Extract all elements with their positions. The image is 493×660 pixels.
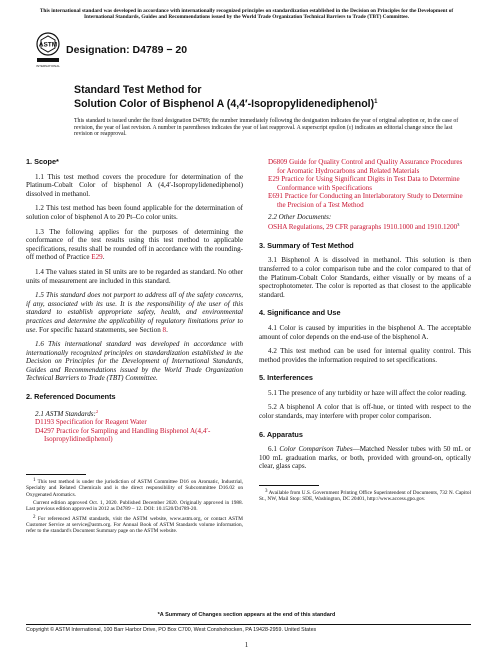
paragraph-1-5: 1.5 This standard does not purport to address all of the safety concerns, if any, associated with its use. It is the responsibility of the user of this standard to establish appropriate safety, health, and environmental practices and determine the applicability of regulatory limitations prior to use. For specific hazard statements, see Section 8. <box>26 291 243 334</box>
section-heading-interferences: 5. Interferences <box>259 373 313 383</box>
issued-note: This standard is issued under the fixed designation D4789; the number immediately following the designation indicates the year of original adoption or, in the case of revision, the year of last revision. A number in parentheses indicates the year of last reapproval. A superscript epsilon (ε) indicates an editorial change since the last revision or reapproval. <box>74 118 459 138</box>
other-documents-label: 2.2 Other Documents: <box>268 212 332 221</box>
left-column <box>26 158 243 536</box>
footnote-divider-right <box>259 485 319 486</box>
svg-text:ASTM: ASTM <box>38 41 58 49</box>
reference-d1193[interactable]: D1193 Specification for Reagent Water <box>35 418 147 427</box>
title-line-1: Standard Test Method for <box>74 84 202 96</box>
reference-e691[interactable]: E691 Practice for Conducting an Interlaboratory Study to Determine the Precision of a Test Method <box>268 192 463 209</box>
summary-of-changes-notice: *A Summary of Changes section appears at the end of this standard <box>157 612 336 618</box>
designation: Designation: D4789 − 20 <box>66 44 188 56</box>
reference-d6809[interactable]: D6809 Guide for Quality Control and Quality Assurance Procedures for Aromatic Hydrocarbons and Related Materials <box>268 158 463 175</box>
paragraph-6-1: 6.1 Color Comparison Tubes—Matched Nessler tubes with 50 mL or 100 mL graduation marks, or both, provided with ground-on, optically clear, glass caps. <box>259 445 471 471</box>
footnote-divider <box>26 474 86 475</box>
copyright-line: Copyright © ASTM International, 100 Barr Harbor Drive, PO Box C700, West Conshohocken, PA 19428-2959. United States <box>26 624 471 633</box>
footnote-1-edition: Current edition approved Oct. 1, 2020. Published December 2020. Originally approved in 1988. Last previous edition approved in 2012 as D4789 – 12. DOI: 10.1520/D4789-20. <box>26 499 243 513</box>
section-heading-referenced-documents: 2. Referenced Documents <box>26 392 116 402</box>
link-section-8[interactable]: 8 <box>162 325 167 334</box>
paragraph-1-6: 1.6 This international standard was developed in accordance with internationally recognized principles on standardization established in the Decision on Principles for the Development of International Standards, Guides and Recommendations issued by the World Trade Organization Technical Barriers to Trade (TBT) Committee. <box>26 340 243 383</box>
paragraph-1-1: 1.1 This test method covers the procedure for determination of the Platinum-Cobalt Color of bisphenol A (4,4′-Isopropylidenediphenol) dissolved in methanol. <box>26 172 243 198</box>
page-number: 1 <box>244 641 249 649</box>
paragraph-4-1: 4.1 Color is caused by impurities in the bisphenol A. The acceptable amount of color depends on the end-use of the bisphenol A. <box>259 323 471 341</box>
astm-logo-icon <box>36 32 60 70</box>
section-heading-scope: 1. Scope* <box>26 157 59 166</box>
reference-osha[interactable]: OSHA Regulations, 29 CFR paragraphs 1910.1000 and 1910.1200$^3$ <box>268 222 460 232</box>
title-line-2: Solution Color of Bisphenol A (4,4′-Isopropylidenediphenol)$^1$ <box>74 98 378 111</box>
section-heading-summary: 3. Summary of Test Method <box>259 240 354 250</box>
paragraph-1-3: 1.3 The following applies for the purposes of determining the conformance of the test results using this test method to applicable specifications, results shall be rounded off in accordance with the rounding-off method of Practice E29. <box>26 227 243 262</box>
paragraph-1-2: 1.2 This test method has been found applicable for the determination of solution color of bisphenol A to 20 Pt–Co color units. <box>26 204 243 221</box>
document-title <box>74 84 377 110</box>
section-heading-significance: 4. Significance and Use <box>259 308 341 318</box>
section-heading-apparatus: 6. Apparatus <box>259 429 303 439</box>
link-e29[interactable]: E29 <box>91 253 103 262</box>
paragraph-5-1: 5.1 The presence of any turbidity or haze will affect the color reading. <box>268 388 467 397</box>
title-footnote-mark[interactable]: 1 <box>374 99 378 106</box>
reference-d4297[interactable]: D4297 Practice for Sampling and Handling Bisphenol A(4,4′-Isopropylidinediphenol) <box>35 426 211 444</box>
astm-standards-label: 2.1 ASTM Standards:$^2$ <box>35 408 99 418</box>
paragraph-1-4: 1.4 The values stated in SI units are to be regarded as standard. No other units of measurement are included in this standard. <box>26 267 243 285</box>
footnote-2: 2 For referenced ASTM standards, visit the ASTM website, www.astm.org, or contact ASTM Customer Service at service@astm.org. For Annual Book of ASTM Standards volume information, refer to the standard's Document Summary page on the ASTM website. <box>26 514 243 535</box>
svg-text:INTERNATIONAL: INTERNATIONAL <box>36 64 60 68</box>
paragraph-5-2: 5.2 A bisphenol A color that is off-hue, or tinted with respect to the color standards, may interfere with proper color comparison. <box>259 403 471 421</box>
international-standard-notice: This international standard was developed in accordance with internationally recognized principles on standardization established in the Decision on Principles for the Development of International Standards, Guides and Recommendations issued by the World Trade Organization Technical Barriers to Trade (TBT) Committee. <box>39 8 454 21</box>
right-column <box>259 158 471 503</box>
footnote-3-block <box>259 485 471 503</box>
reference-e29[interactable]: E29 Practice for Using Significant Digits in Test Data to Determine Conformance with Specifications <box>268 175 460 192</box>
paragraph-3-1: 3.1 Bisphenol A is dissolved in methanol. This solution is then transferred to a color comparison tube and the color compared to that of the Platinum-Cobalt Color Standards, either visually or by means of a spectrophotometer. The color is reported as that closest to the applicable standard. <box>259 256 471 299</box>
footnote-3: 3 Available from U.S. Government Printing Office Superintendent of Documents, 732 N. Capitol St., NW, Mail Stop: SDE, Washington, DC 20401, http://www.access.gpo.gov. <box>259 489 471 503</box>
footnotes <box>26 474 243 534</box>
footnote-1: 1 This test method is under the jurisdiction of ASTM Committee D16 on Aromatic, Industrial, Specialty and Related Chemicals and is the direct responsibility of Subcommittee D16.02 on Oxygenated Aromatics. <box>26 478 243 498</box>
paragraph-4-2: 4.2 This test method can be used for internal quality control. This method provides the information required to set specifications. <box>259 347 471 364</box>
